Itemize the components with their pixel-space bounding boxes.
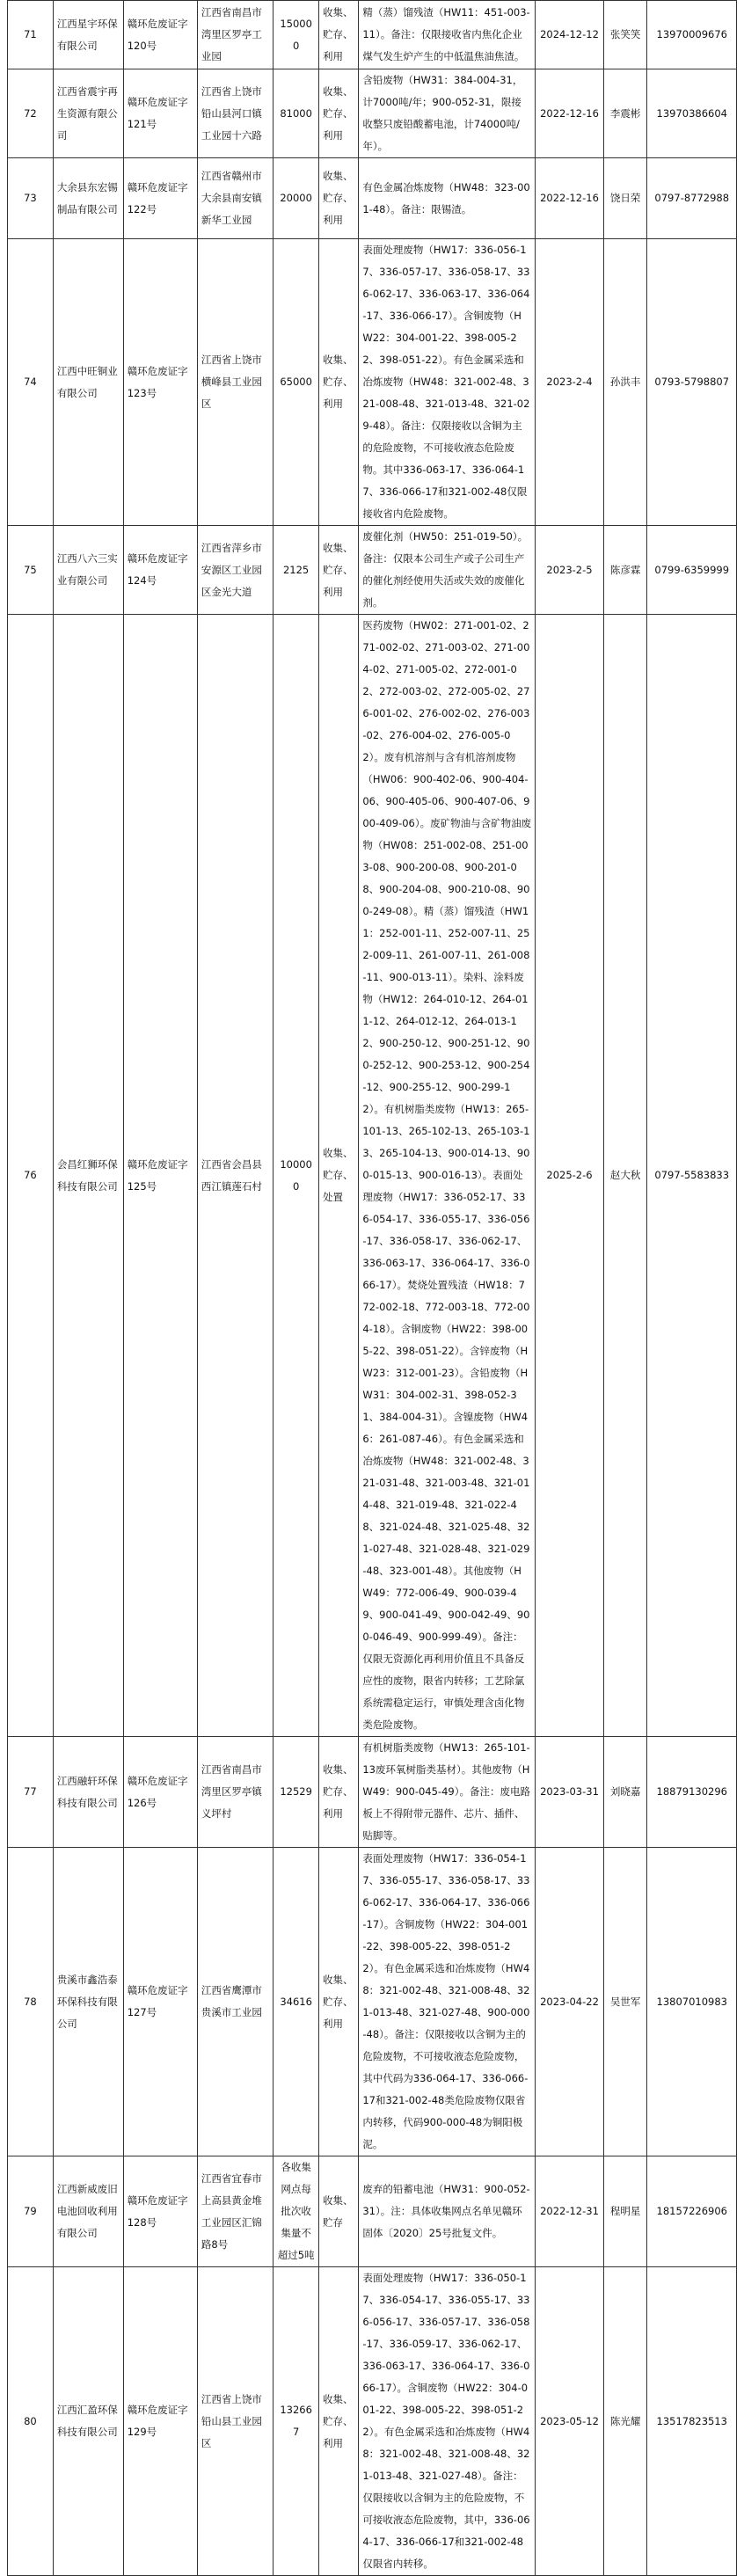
validity-date: 2023-04-22 [536, 1848, 604, 2156]
license-number: 赣环危废证字122号 [123, 158, 197, 239]
waste-scope: 表面处理废物（HW17：336-050-17、336-054-17、336-055-17、336-056-17、336-057-17、336-058-17、336-059-17、336-062-17、336-063-17、336-064-17、336-066-17）。含铜废物（HW22：304-001-22、398-005-22、398-051-22）。有色金属采选和冶炼废物（HW48：321-002-48、321-008-48、321-013-48、321-027-48）。备注：仅限接收以含铜为主的危险废物，不可接收液态危险废物，其中，336-064-17、336-066-17和321-002-48仅限省内转移。 [359, 2267, 536, 2576]
license-number: 赣环危废证字120号 [123, 1, 197, 69]
waste-scope: 有色金属冶炼废物（HW48：323-001-48）。备注：限锡渣。 [359, 158, 536, 239]
waste-scope: 废弃的铅蓄电池（HW31：900-052-31）。注：具体收集网点名单见赣环固体〔2020〕25号批复文件。 [359, 2156, 536, 2267]
capacity: 34616 [274, 1848, 319, 2156]
operation-mode: 收集、贮存、利用 [319, 239, 359, 526]
table-row [8, 69, 737, 158]
license-number: 赣环危废证字129号 [123, 2267, 197, 2576]
facility-address: 江西省上饶市铅山县河口镇工业园十六路 [197, 69, 273, 158]
facility-address: 江西省赣州市大余县南安镇新华工业园 [197, 158, 273, 239]
contact-phone: 0799-6359999 [647, 526, 737, 615]
waste-scope: 废催化剂（HW50：251-019-50）。备注：仅限本公司生产或子公司生产的催化剂经使用失活或失效的废催化剂。 [359, 526, 536, 615]
operation-mode: 收集、贮存、利用 [319, 2267, 359, 2576]
contact-person: 李震彬 [603, 69, 647, 158]
capacity: 20000 [274, 158, 319, 239]
validity-date: 2024-12-12 [536, 1, 604, 69]
facility-address: 江西省会昌县西江镇莲石村 [197, 615, 273, 1737]
validity-date: 2022-12-31 [536, 2156, 604, 2267]
company-name: 江西八六三实业有限公司 [53, 526, 123, 615]
table-row [8, 2156, 737, 2267]
operation-mode: 收集、贮存、利用 [319, 526, 359, 615]
contact-phone: 18879130296 [647, 1737, 737, 1848]
table-row [8, 2267, 737, 2576]
waste-scope: 含铅废物（HW31：384-004-31，计7000吨/年；900-052-31，限接收整只废铅酸蓄电池，计74000吨/年）。 [359, 69, 536, 158]
contact-person: 饶日荣 [603, 158, 647, 239]
operation-mode: 收集、贮存、利用 [319, 1737, 359, 1848]
operation-mode: 收集、贮存 [319, 2156, 359, 2267]
license-number: 赣环危废证字123号 [123, 239, 197, 526]
row-number: 75 [8, 526, 54, 615]
facility-address: 江西省宜春市上高县黄金堆工业园区汇锦路8号 [197, 2156, 273, 2267]
contact-person: 陈彦霖 [603, 526, 647, 615]
company-name: 大余县东宏锡制品有限公司 [53, 158, 123, 239]
validity-date: 2023-2-5 [536, 526, 604, 615]
company-name: 江西新威废旧电池回收利用有限公司 [53, 2156, 123, 2267]
waste-scope: 医药废物（HW02：271-001-02、271-002-02、271-003-02、271-004-02、271-005-02、272-001-02、272-003-02、272-005-02、276-001-02、276-002-02、276-003-02、276-004-02、276-005-02）。废有机溶剂与含有机溶剂废物（HW06：900-402-06、900-404-06、900-405-06、900-407-06、900-409-06）。废矿物油与含矿物油废物（HW08：251-002-08、251-003-08、900-200-08、900-201-08、900-204-08、900-210-08、900-249-08）。精（蒸）馏残渣（HW11：252-001-11、252-007-11、252-009-11、261-007-11、261-008-11、900-013-11）。染料、涂料废物（HW12：264-010-12、264-011-12、264-012-12、264-013-12、900-250-12、900-251-12、900-252-12、900-253-12、900-254-12、900-255-12、900-299-12）。有机树脂类废物（HW13：265-101-13、265-102-13、265-103-13、265-104-13、900-014-13、900-015-13、900-016-13）。表面处理废物（HW17：336-052-17、336-054-17、336-055-17、336-056-17、336-058-17、336-062-17、336-063-17、336-064-17、336-066-17）。焚烧处置残渣（HW18：772-002-18、772-003-18、772-004-18）。含铜废物（HW22：398-005-22、398-051-22）。含锌废物（HW23：312-001-23）。含铅废物（HW31：304-002-31、398-052-31、384-004-31）。含镍废物（HW46：261-087-46）。有色金属采选和冶炼废物（HW48：321-002-48、321-031-48、321-003-48、321-014-48、321-019-48、321-022-48、321-024-48、321-025-48、321-027-48、321-028-48、321-029-48、323-001-48）。其他废物（HW49：772-006-49、900-039-49、900-041-49、900-042-49、900-046-49、900-999-49）。备注：仅限无资源化再利用价值且不具备反应性的废物，限省内转移；工艺除氯系统需稳定运行，审慎处理含卤化物类危险废物。 [359, 615, 536, 1737]
operation-mode: 收集、贮存、利用 [319, 158, 359, 239]
license-number: 赣环危废证字128号 [123, 2156, 197, 2267]
row-number: 80 [8, 2267, 54, 2576]
contact-phone: 18157226906 [647, 2156, 737, 2267]
license-number: 赣环危废证字125号 [123, 615, 197, 1737]
row-number: 72 [8, 69, 54, 158]
company-name: 江西中旺铜业有限公司 [53, 239, 123, 526]
row-number: 78 [8, 1848, 54, 2156]
facility-address: 江西省南昌市湾里区罗亭工业园 [197, 1, 273, 69]
waste-scope: 表面处理废物（HW17：336-054-17、336-055-17、336-058-17、336-062-17、336-064-17、336-066-17）。含铜废物（HW22：304-001-22、398-005-22、398-051-22）。有色金属采选和冶炼废物（HW48：321-002-48、321-008-48、321-013-48、321-027-48、900-000-48）。备注：仅限接收以含铜为主的危险废物，不可接收液态危险废物，其中代码为336-064-17、336-066-17和321-002-48类危险废物仅限省内转移，代码900-000-48为铜阳极泥。 [359, 1848, 536, 2156]
table-row [8, 526, 737, 615]
facility-address: 江西省上饶市横峰县工业园区 [197, 239, 273, 526]
table-row [8, 239, 737, 526]
permit-table [7, 0, 737, 2576]
license-number: 赣环危废证字127号 [123, 1848, 197, 2156]
contact-phone: 0797-5583833 [647, 615, 737, 1737]
table-row [8, 158, 737, 239]
contact-person: 孙洪丰 [603, 239, 647, 526]
license-number: 赣环危废证字121号 [123, 69, 197, 158]
table-row [8, 1737, 737, 1848]
validity-date: 2022-12-16 [536, 69, 604, 158]
contact-person: 吴世军 [603, 1848, 647, 2156]
capacity: 2125 [274, 526, 319, 615]
operation-mode: 收集、贮存、利用 [319, 1848, 359, 2156]
waste-scope: 表面处理废物（HW17：336-056-17、336-057-17、336-058-17、336-062-17、336-063-17、336-064-17、336-066-17）。含铜废物（HW22：304-001-22、398-005-22、398-051-22）。有色金属采选和冶炼废物（HW48：321-002-48、321-008-48、321-013-48、321-029-48）。备注：仅限接收以含铜为主的危险废物，不可接收液态危险废物。其中336-063-17、336-064-17、336-066-17和321-002-48仅限接收省内危险废物。 [359, 239, 536, 526]
capacity: 各收集网点每批次收集量不超过5吨 [274, 2156, 319, 2267]
contact-person: 程明星 [603, 2156, 647, 2267]
row-number: 73 [8, 158, 54, 239]
capacity: 100000 [274, 615, 319, 1737]
contact-phone: 13970386604 [647, 69, 737, 158]
capacity: 150000 [274, 1, 319, 69]
row-number: 77 [8, 1737, 54, 1848]
row-number: 74 [8, 239, 54, 526]
table-row [8, 1848, 737, 2156]
contact-phone: 0797-8772988 [647, 158, 737, 239]
operation-mode: 收集、贮存、处置 [319, 615, 359, 1737]
contact-phone: 13517823513 [647, 2267, 737, 2576]
table-row [8, 1, 737, 69]
waste-scope: 精（蒸）馏残渣（HW11：451-003-11）。备注：仅限接收省内焦化企业煤气发生炉产生的中低温焦油焦渣。 [359, 1, 536, 69]
contact-phone: 13807010983 [647, 1848, 737, 2156]
facility-address: 江西省萍乡市安源区工业园区金光大道 [197, 526, 273, 615]
company-name: 贵溪市鑫浩泰环保科技有限公司 [53, 1848, 123, 2156]
facility-address: 江西省上饶市铅山县工业园区 [197, 2267, 273, 2576]
company-name: 江西汇盈环保科技有限公司 [53, 2267, 123, 2576]
validity-date: 2023-03-31 [536, 1737, 604, 1848]
capacity: 65000 [274, 239, 319, 526]
validity-date: 2023-05-12 [536, 2267, 604, 2576]
company-name: 江西星宇环保有限公司 [53, 1, 123, 69]
operation-mode: 收集、贮存、利用 [319, 1, 359, 69]
company-name: 江西省震宇再生资源有限公司 [53, 69, 123, 158]
facility-address: 江西省鹰潭市贵溪市工业园 [197, 1848, 273, 2156]
row-number: 71 [8, 1, 54, 69]
capacity: 132667 [274, 2267, 319, 2576]
validity-date: 2025-2-6 [536, 615, 604, 1737]
license-number: 赣环危废证字124号 [123, 526, 197, 615]
contact-person: 赵大秋 [603, 615, 647, 1737]
validity-date: 2023-2-4 [536, 239, 604, 526]
contact-phone: 13970009676 [647, 1, 737, 69]
contact-phone: 0793-5798807 [647, 239, 737, 526]
capacity: 12529 [274, 1737, 319, 1848]
operation-mode: 收集、贮存、利用 [319, 69, 359, 158]
contact-person: 陈光耀 [603, 2267, 647, 2576]
row-number: 79 [8, 2156, 54, 2267]
company-name: 江西融轩环保科技有限公司 [53, 1737, 123, 1848]
facility-address: 江西省南昌市湾里区罗亭镇义坪村 [197, 1737, 273, 1848]
waste-scope: 有机树脂类废物（HW13：265-101-13废环氧树脂类基材）。其他废物（HW49：900-045-49）。备注：废电路板上不得附带元器件、芯片、插件、贴脚等。 [359, 1737, 536, 1848]
capacity: 81000 [274, 69, 319, 158]
table-row [8, 615, 737, 1737]
license-number: 赣环危废证字126号 [123, 1737, 197, 1848]
company-name: 会昌红狮环保科技有限公司 [53, 615, 123, 1737]
validity-date: 2022-12-16 [536, 158, 604, 239]
contact-person: 刘晓嘉 [603, 1737, 647, 1848]
row-number: 76 [8, 615, 54, 1737]
contact-person: 张笑笑 [603, 1, 647, 69]
